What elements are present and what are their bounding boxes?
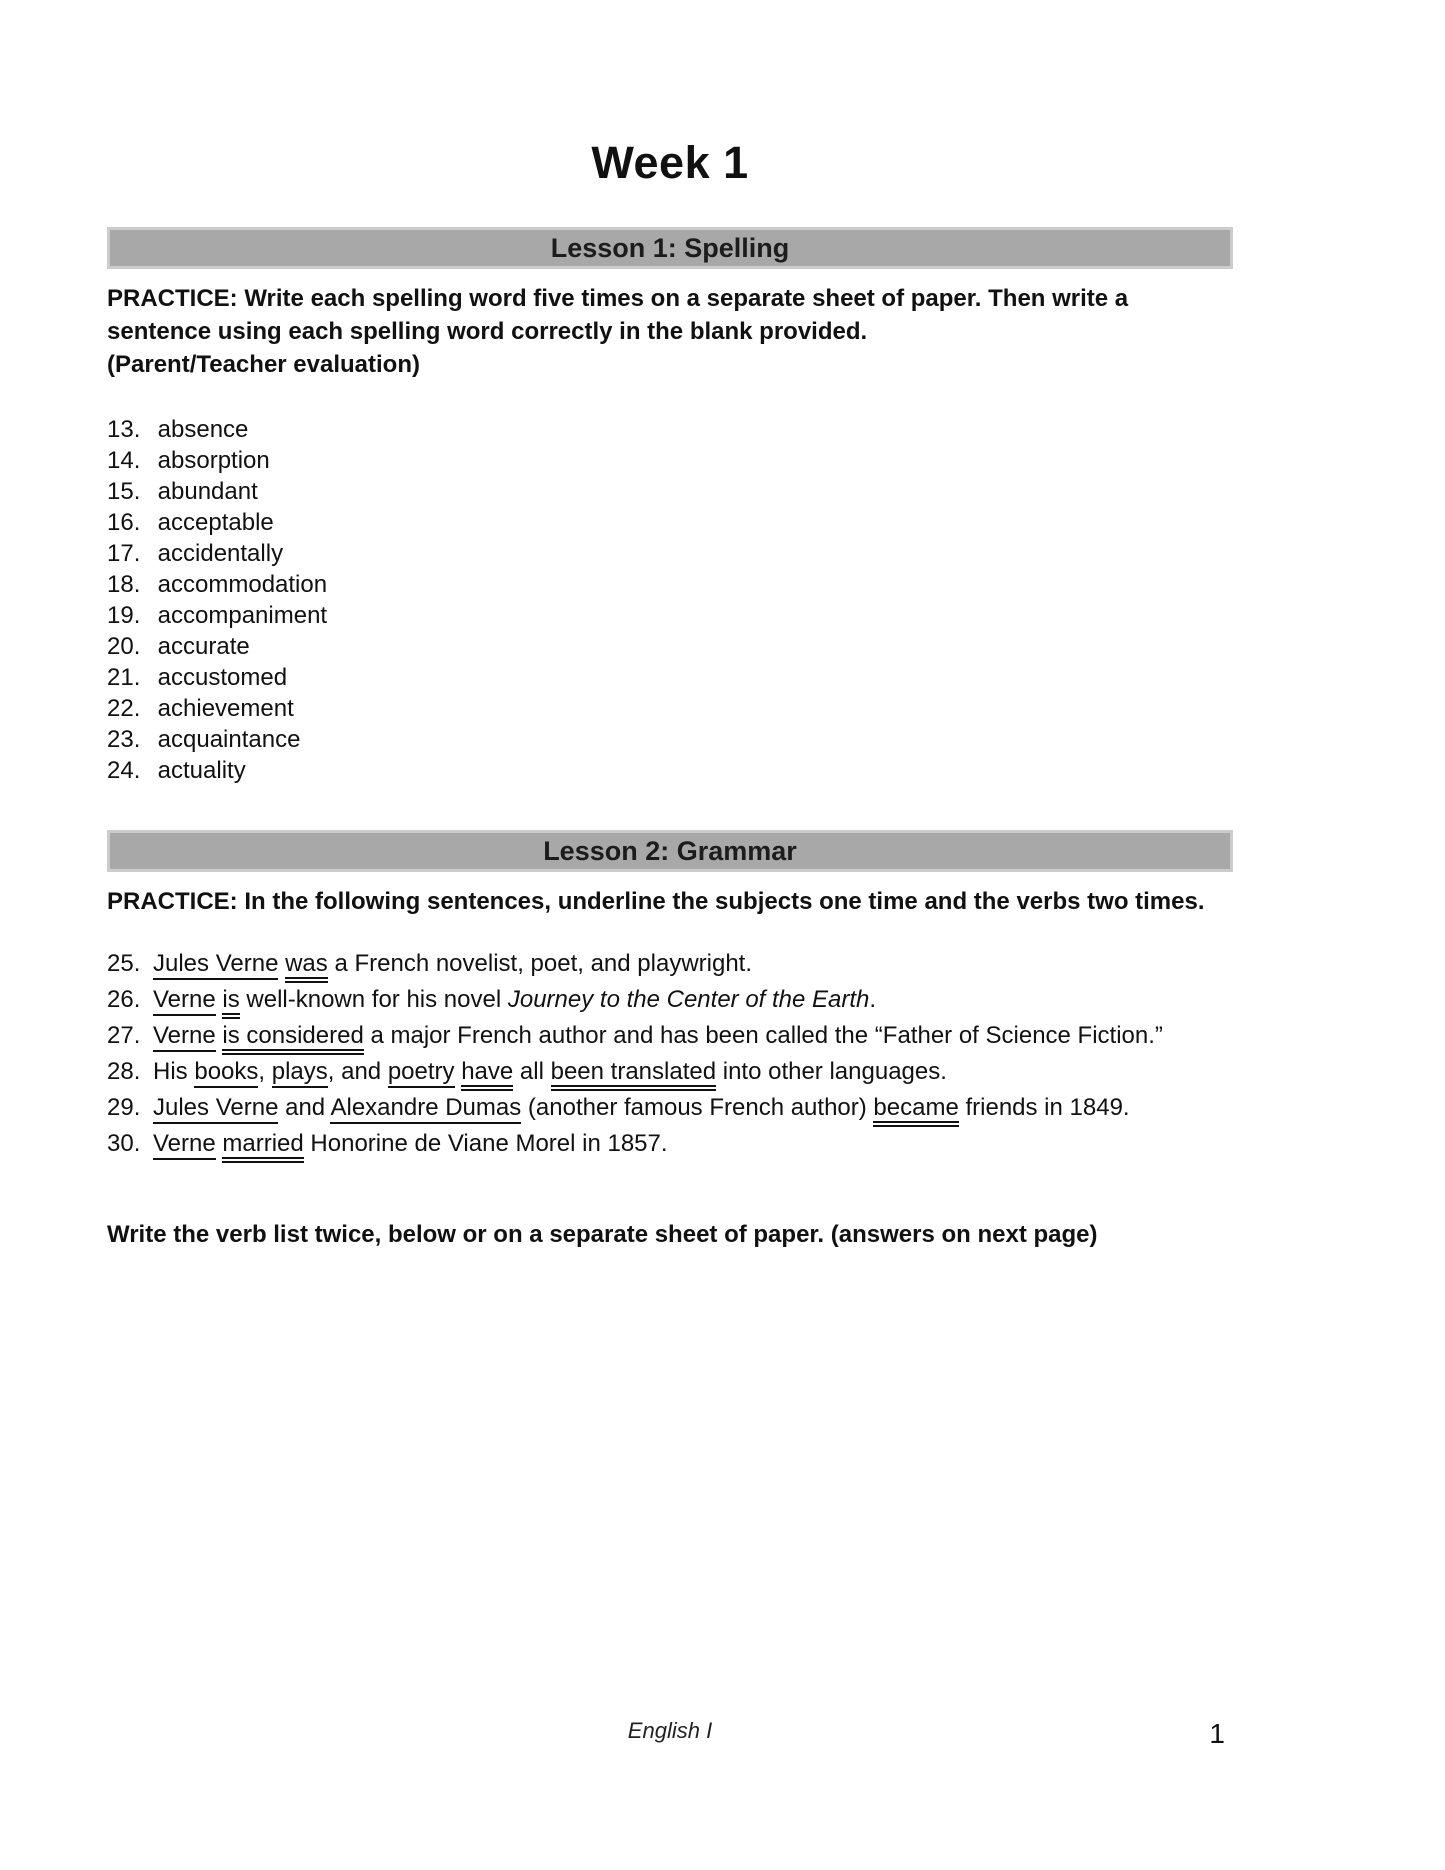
spelling-word-text: actuality	[151, 756, 246, 784]
spelling-word-number: 17.	[107, 539, 141, 567]
spelling-word-item	[107, 538, 1233, 569]
footer-page-number: 1	[1209, 1718, 1225, 1749]
subject-underlined-segment: poetry	[388, 1058, 455, 1088]
verb-double-underlined-segment: married	[222, 1130, 303, 1163]
grammar-sentence	[107, 982, 1233, 1018]
spelling-word-item	[107, 476, 1233, 507]
spelling-word-number: 13.	[107, 415, 141, 443]
subject-underlined-segment: plays	[272, 1058, 328, 1088]
verb-double-underlined-segment: became	[873, 1094, 958, 1127]
grammar-sentence	[107, 946, 1233, 982]
subject-underlined-segment: Jules Verne	[153, 1094, 278, 1124]
sentence-text-segment: into other languages.	[716, 1057, 947, 1085]
verb-double-underlined-segment: is	[222, 986, 239, 1019]
sentence-text-segment: well-known for his novel	[239, 985, 508, 1013]
spelling-word-text: acquaintance	[151, 725, 301, 753]
sentence-text-segment: .	[869, 985, 877, 1013]
spelling-word-text: accompaniment	[151, 601, 328, 629]
spelling-word-number: 24.	[107, 756, 141, 784]
sentence-text-segment: , and	[327, 1057, 388, 1085]
subject-underlined-segment: Verne	[153, 1130, 216, 1160]
grammar-sentence-list	[107, 946, 1233, 1162]
document-content	[107, 0, 1233, 1251]
page-footer	[107, 1718, 1233, 1758]
spelling-word-text: absorption	[151, 446, 270, 474]
spelling-word-number: 15.	[107, 477, 141, 505]
subject-underlined-segment: Alexandre Dumas	[330, 1094, 521, 1124]
subject-underlined-segment: books	[194, 1058, 258, 1088]
sentence-text-segment: a major French author and has been called the “Father of Science Fiction.”	[363, 1021, 1163, 1049]
sentence-number: 25.	[107, 949, 141, 977]
sentence-text-segment: all	[513, 1057, 551, 1085]
spelling-word-text: accurate	[151, 632, 250, 660]
spelling-word-text: acceptable	[151, 508, 274, 536]
sentence-text-segment: and	[278, 1093, 331, 1121]
sentence-number: 29.	[107, 1093, 141, 1121]
sentence-text	[153, 1126, 1233, 1162]
sentence-text-segment: Honorine de Viane Morel in 1857.	[303, 1129, 668, 1157]
sentence-text	[153, 1054, 1233, 1090]
spelling-word-number: 22.	[107, 694, 141, 722]
spelling-word-number: 20.	[107, 632, 141, 660]
verb-double-underlined-segment: have	[461, 1058, 513, 1091]
sentence-number: 26.	[107, 985, 141, 1013]
lesson1-evaluation-note: (Parent/Teacher evaluation)	[107, 350, 420, 378]
lesson2-banner: Lesson 2: Grammar	[107, 830, 1233, 872]
verb-double-underlined-segment: is considered	[222, 1022, 363, 1055]
sentence-number: 28.	[107, 1057, 141, 1085]
lesson1-banner: Lesson 1: Spelling	[107, 227, 1233, 269]
spelling-word-item	[107, 693, 1233, 724]
book-title-italic-segment: Journey to the Center of the Earth	[507, 985, 870, 1013]
spelling-word-item	[107, 414, 1233, 445]
spelling-word-item	[107, 569, 1233, 600]
spelling-word-item	[107, 600, 1233, 631]
subject-underlined-segment: Jules Verne	[153, 950, 278, 980]
spelling-word-text: abundant	[151, 477, 258, 505]
spelling-word-text: accustomed	[151, 663, 288, 691]
grammar-sentence	[107, 1126, 1233, 1162]
sentence-text-segment: ,	[258, 1057, 272, 1085]
spelling-word-item	[107, 755, 1233, 786]
sentence-number: 27.	[107, 1021, 141, 1049]
spelling-word-text: absence	[151, 415, 249, 443]
subject-underlined-segment: Verne	[153, 1022, 216, 1052]
spelling-word-item	[107, 662, 1233, 693]
sentence-text	[153, 946, 1233, 982]
spelling-word-item	[107, 507, 1233, 538]
sentence-text	[153, 982, 1233, 1018]
sentence-text	[153, 1018, 1233, 1054]
spelling-word-item	[107, 724, 1233, 755]
spelling-word-number: 16.	[107, 508, 141, 536]
grammar-sentence	[107, 1054, 1233, 1090]
verb-double-underlined-segment: been translated	[551, 1058, 716, 1091]
page-title: Week 1	[591, 137, 749, 188]
grammar-sentence	[107, 1090, 1233, 1126]
sentence-number: 30.	[107, 1129, 141, 1157]
spelling-word-number: 18.	[107, 570, 141, 598]
lesson2-practice-instructions: PRACTICE: In the following sentences, underline the subjects one time and the verbs two times.	[107, 887, 1205, 915]
spelling-word-text: accommodation	[151, 570, 328, 598]
verb-list-instruction: Write the verb list twice, below or on a separate sheet of paper. (answers on next page)	[107, 1220, 1098, 1248]
spelling-word-text: accidentally	[151, 539, 284, 567]
sentence-text-segment: friends in 1849.	[958, 1093, 1130, 1121]
subject-underlined-segment: Verne	[153, 986, 216, 1016]
spelling-word-item	[107, 445, 1233, 476]
grammar-sentence	[107, 1018, 1233, 1054]
spelling-word-number: 21.	[107, 663, 141, 691]
footer-course-label: English I	[627, 1718, 713, 1743]
spelling-word-item	[107, 631, 1233, 662]
spelling-word-list	[107, 414, 1233, 786]
sentence-text-segment: a French novelist, poet, and playwright.	[327, 949, 753, 977]
verb-double-underlined-segment: was	[285, 950, 328, 983]
spelling-word-number: 23.	[107, 725, 141, 753]
spelling-word-number: 14.	[107, 446, 141, 474]
sentence-text-segment: (another famous French author)	[521, 1093, 874, 1121]
spelling-word-number: 19.	[107, 601, 141, 629]
sentence-text-segment: His	[153, 1057, 195, 1085]
spelling-word-text: achievement	[151, 694, 294, 722]
sentence-text	[153, 1090, 1233, 1126]
lesson1-practice-instructions: PRACTICE: Write each spelling word five times on a separate sheet of paper. Then write a sentence using each spelling word correctly in the blank provided.	[107, 284, 1129, 345]
